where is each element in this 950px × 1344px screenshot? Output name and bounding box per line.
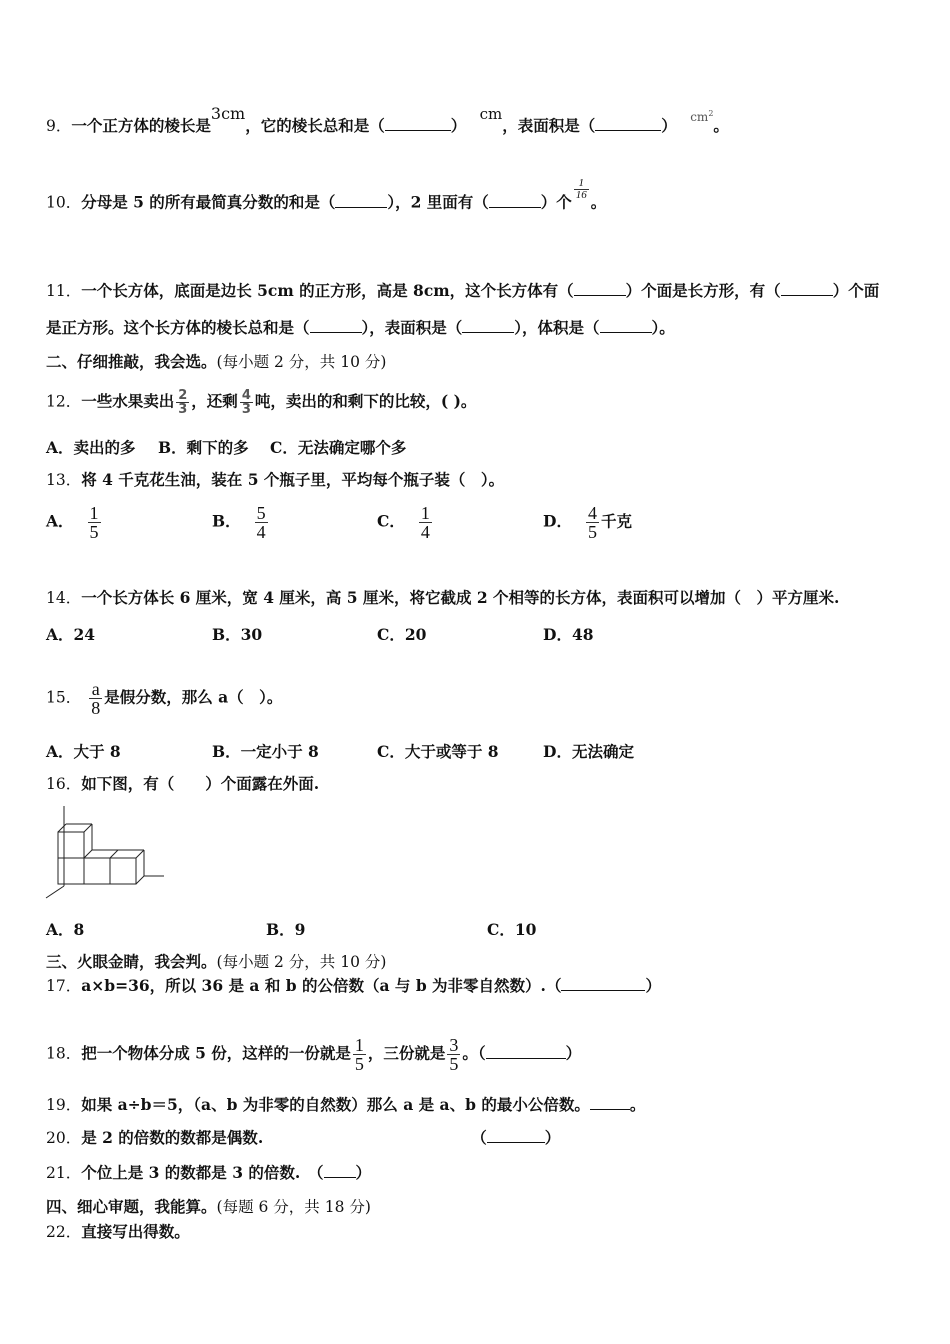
question-text: ），2 里面有（ [387,192,489,212]
question-text: ） [450,116,467,135]
question-text: 一个正方体的棱长是 [71,116,211,135]
question-17 [46,976,661,996]
question-number: 19． [46,1096,82,1114]
answer-blank[interactable] [487,1128,545,1143]
question-text: ） [565,1043,582,1063]
question-text: 。 [713,116,729,135]
question-9 [46,104,729,137]
question-number: 21． [46,1164,82,1182]
answer-blank[interactable] [335,193,387,208]
question-11-line-1 [46,281,879,301]
section-3-heading [46,952,386,972]
question-text: a×b=36，所以 36 是 a 和 b 的公倍数（a 与 b 为非零自然数）.（ [81,976,562,995]
answer-blank[interactable] [324,1163,356,1178]
question-20 [46,1128,560,1148]
question-text: 吨，卖出的和剩下的比较，( )。 [254,391,477,411]
question-text: ，它的棱长总和是（ [245,116,385,135]
question-text: ） [544,1128,561,1147]
section-title: 四、细心审题，我能算。 [46,1197,217,1216]
option-c[interactable]: C．大于或等于 8 [377,742,499,761]
question-number: 15． [46,688,82,707]
question-text: 是假分数，那么 a（ ）。 [104,687,283,707]
question-16 [46,774,319,794]
option-label: C． [377,511,405,531]
fraction-4-3: $\frac{4}{3}$ [241,388,251,417]
fraction-1-5: $\frac{1}{5}$ [89,503,99,542]
question-text: （ [471,1128,487,1147]
question-text: 是正方形。这个长方体的棱长总和是（ [46,318,310,337]
question-text: 是 2 的倍数的数都是偶数. [81,1128,264,1147]
question-text: 如果 a÷b＝5，（a、b 为非零的自然数）那么 a 是 a、b 的最小公倍数。 [81,1095,590,1114]
answer-blank[interactable] [574,281,626,296]
answer-blank[interactable] [489,193,541,208]
answer-blank[interactable] [595,116,661,131]
section-title: 三、火眼金睛，我会判。 [46,952,217,971]
question-22 [46,1222,190,1242]
question-text: 一个长方体长 6 厘米，宽 4 厘米，高 5 厘米，将它截成 2 个相等的长方体，表面积可以增加（ ）平方厘米. [81,588,840,607]
edge-length: 3cm [210,104,246,123]
option-b[interactable]: B．一定小于 8 [212,742,319,761]
option-b[interactable]: B．剩下的多 [158,438,249,457]
question-number: 13． [46,471,82,489]
fraction-4-5: $\frac{4}{5}$ [587,503,597,542]
question-text: 把一个物体分成 5 份，这样的一份就是 [81,1043,351,1063]
question-text: ）。 [651,318,675,337]
question-number: 11． [46,282,82,300]
fraction-2-3: $\frac{2}{3}$ [178,388,188,417]
option-c[interactable] [377,504,434,541]
question-number: 12． [46,392,82,411]
section-2-heading [46,352,386,372]
question-10 [46,177,607,215]
question-text: ） [661,116,677,135]
option-b[interactable]: B．30 [212,625,263,644]
fraction-1-4: $\frac{1}{4}$ [420,503,430,542]
option-b[interactable]: B．9 [266,920,306,939]
fraction-1-16: $\frac{1}{16}$ [575,177,587,201]
answer-blank[interactable] [385,116,451,131]
section-note: (每题 6 分，共 18 分) [216,1198,371,1216]
answer-blank[interactable] [590,1095,630,1110]
option-d[interactable]: D．48 [543,625,594,644]
option-d[interactable]: D．无法确定 [543,742,634,761]
option-label: A． [46,511,74,531]
fraction-a-8: $\frac{a}{8}$ [91,679,101,718]
unit-cm2: cm2 [690,109,714,124]
option-a[interactable]: A．大于 8 [46,742,121,761]
question-text: 如下图，有（ ）个面露在外面. [81,774,320,793]
question-text: ，三份就是 [367,1043,446,1063]
fraction-3-5: $\frac{3}{5}$ [449,1035,459,1074]
question-21 [46,1163,371,1183]
question-12 [46,389,476,416]
option-a[interactable]: A．卖出的多 [46,438,136,457]
question-text: 个位上是 3 的数都是 3 的倍数. （ [81,1163,324,1182]
fraction-5-4: $\frac{5}{4}$ [256,503,266,542]
option-c[interactable]: C．无法确定哪个多 [270,438,407,457]
question-text: ）个 [540,192,572,212]
option-label: B． [212,511,241,531]
question-text: 。 [629,1095,646,1114]
question-number: 20． [46,1129,82,1147]
question-text: ） [355,1163,372,1182]
option-b[interactable] [212,504,270,541]
answer-blank[interactable] [486,1044,566,1059]
section-note: (每小题 2 分，共 10 分) [216,353,387,371]
question-text: 一些水果卖出 [81,391,175,411]
section-note: (每小题 2 分，共 10 分) [216,953,387,971]
question-number: 9． [46,117,72,135]
unit-cm: cm [479,105,503,123]
question-text: ，表面积是（ [502,116,596,135]
question-18 [46,1036,581,1073]
cube-figure [44,806,168,900]
question-text: ）个面是长方形，有（ [625,281,781,300]
answer-blank[interactable] [462,318,514,333]
question-number: 14． [46,589,82,607]
option-a[interactable]: A．8 [46,920,85,939]
option-a[interactable] [46,504,103,541]
unit-kg: 千克 [600,511,632,531]
question-text: 分母是 5 的所有最简真分数的和是（ [81,192,336,212]
question-text: ）个面 [832,281,880,300]
question-11-line-2 [46,318,675,338]
section-title: 二、仔细推敲，我会选。 [46,352,217,371]
question-text: 一个长方体，底面是边长 5cm 的正方形，高是 8cm，这个长方体有（ [81,281,574,300]
question-text: 直接写出得数。 [81,1222,190,1241]
question-13 [46,470,504,490]
question-15 [46,680,282,717]
answer-blank[interactable] [781,281,833,296]
question-number: 10． [46,193,82,212]
section-4-heading [46,1197,371,1217]
question-text: ，还剩 [191,391,238,411]
answer-blank[interactable] [561,976,645,991]
question-text: 将 4 千克花生油，装在 5 个瓶子里，平均每个瓶子装（ ）。 [81,470,505,489]
question-number: 22． [46,1223,82,1241]
question-text: ） [645,976,661,995]
answer-blank[interactable] [600,318,652,333]
option-d[interactable] [543,504,632,541]
fraction-1-5: $\frac{1}{5}$ [354,1035,364,1074]
question-text: 。 [590,192,607,212]
question-number: 16． [46,775,82,793]
question-text: ），体积是（ [514,318,600,337]
question-text: ），表面积是（ [361,318,463,337]
option-a[interactable]: A．24 [46,625,96,644]
question-14 [46,588,839,608]
question-text: 。（ [462,1043,486,1063]
option-c[interactable]: C．20 [377,625,427,644]
question-number: 17． [46,977,82,995]
option-c[interactable]: C．10 [487,920,537,939]
question-19 [46,1095,645,1115]
answer-blank[interactable] [310,318,362,333]
question-number: 18． [46,1044,82,1063]
option-label: D． [543,511,572,531]
